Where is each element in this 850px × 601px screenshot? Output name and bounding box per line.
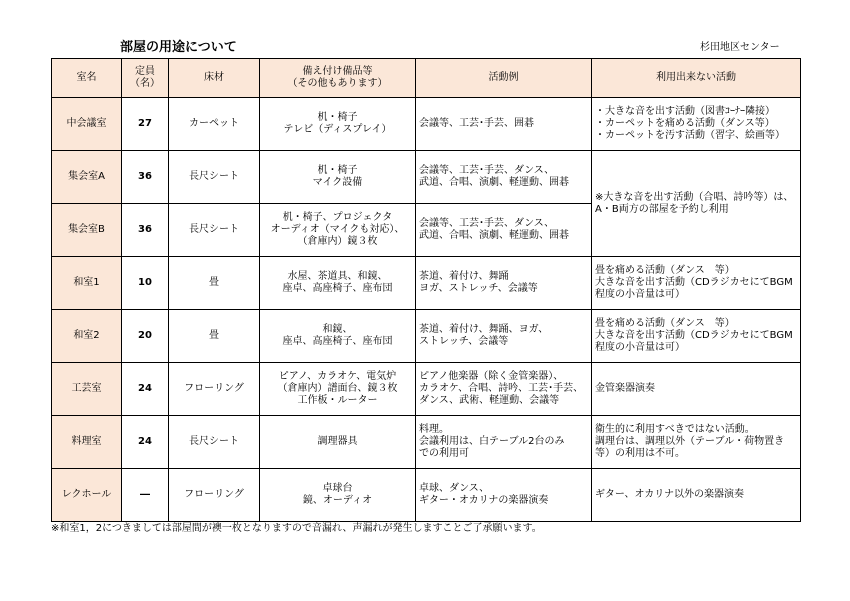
- room-name: レクホール: [52, 469, 122, 522]
- shared-not-allowed-ab: ※大きな音を出す活動（合唱、詩吟等）は、 A・B両方の部屋を予約し利用: [592, 151, 801, 257]
- page-title: 部屋の用途について: [120, 40, 237, 55]
- room-name: 和室1: [52, 257, 122, 310]
- room-floor: 長尺シート: [169, 151, 260, 204]
- room-not-allowed: 畳を痛める活動（ダンス 等） 大きな音を出す活動（CDラジカセにてBGM 程度の小音量は可）: [592, 310, 801, 363]
- room-activities: 料理。 会議利用は、白テーブル2台のみ での利用可: [416, 416, 592, 469]
- room-name: 集会室B: [52, 204, 122, 257]
- table-row: [52, 310, 801, 363]
- room-activities: ピアノ他楽器（除く金管楽器）、 カラオケ、合唱、詩吟、工芸･手芸、 ダンス、武術、軽運動、会議等: [416, 363, 592, 416]
- room-capacity: ―: [122, 469, 169, 522]
- room-equipment: 水屋、茶道具、和鏡、 座卓、高座椅子、座布団: [260, 257, 416, 310]
- room-capacity: 36: [122, 151, 169, 204]
- table-row: [52, 98, 801, 151]
- room-equipment: 机・椅子、プロジェクタ オーディオ（マイクも対応）、 （倉庫内）鏡３枚: [260, 204, 416, 257]
- table-row: [52, 416, 801, 469]
- room-floor: フローリング: [169, 363, 260, 416]
- room-not-allowed: ギター、オカリナ以外の楽器演奏: [592, 469, 801, 522]
- room-activities: 会議等、工芸･手芸、囲碁: [416, 98, 592, 151]
- header-room: 室名: [52, 59, 122, 98]
- room-equipment: 机・椅子 テレビ（ディスプレイ）: [260, 98, 416, 151]
- room-activities: 卓球、ダンス、 ギター・オカリナの楽器演奏: [416, 469, 592, 522]
- room-floor: 畳: [169, 310, 260, 363]
- room-equipment: 調理器具: [260, 416, 416, 469]
- organization-name: 杉田地区センター: [700, 42, 780, 53]
- room-floor: 畳: [169, 257, 260, 310]
- room-capacity: 20: [122, 310, 169, 363]
- room-capacity: 27: [122, 98, 169, 151]
- room-capacity: 10: [122, 257, 169, 310]
- room-floor: カーペット: [169, 98, 260, 151]
- table-row: [52, 363, 801, 416]
- room-equipment: 和鏡、 座卓、高座椅子、座布団: [260, 310, 416, 363]
- room-activities: 会議等、工芸･手芸、ダンス、 武道、合唱、演劇、軽運動、囲碁: [416, 151, 592, 204]
- table-row: [52, 257, 801, 310]
- room-capacity: 36: [122, 204, 169, 257]
- table-row: [52, 469, 801, 522]
- room-not-allowed: 畳を痛める活動（ダンス 等） 大きな音を出す活動（CDラジカセにてBGM 程度の小音量は可）: [592, 257, 801, 310]
- room-not-allowed: ・大きな音を出す活動（図書ｺｰﾅｰ隣接） ・カーペットを痛める活動（ダンス等） ・カーペットを汚す活動（習字、絵画等）: [592, 98, 801, 151]
- room-floor: 長尺シート: [169, 204, 260, 257]
- room-equipment: ピアノ、カラオケ、電気炉 （倉庫内）譜面台、鏡３枚 工作板・ルーター: [260, 363, 416, 416]
- header-row: [52, 59, 801, 98]
- header-activities: 活動例: [416, 59, 592, 98]
- room-activities: 会議等、工芸･手芸、ダンス、 武道、合唱、演劇、軽運動、囲碁: [416, 204, 592, 257]
- room-capacity: 24: [122, 363, 169, 416]
- room-usage-table: [51, 58, 801, 522]
- room-name: 和室2: [52, 310, 122, 363]
- table-row: [52, 151, 801, 204]
- footnote: ※和室1，2につきましては部屋間が襖一枚となりますので音漏れ、声漏れが発生しますことご了承願います。: [51, 523, 542, 534]
- room-name: 中会議室: [52, 98, 122, 151]
- header-equipment: 備え付け備品等 （その他もあります）: [260, 59, 416, 98]
- room-floor: フローリング: [169, 469, 260, 522]
- room-name: 工芸室: [52, 363, 122, 416]
- room-capacity: 24: [122, 416, 169, 469]
- room-floor: 長尺シート: [169, 416, 260, 469]
- room-equipment: 卓球台 鏡、オーディオ: [260, 469, 416, 522]
- room-not-allowed: 金管楽器演奏: [592, 363, 801, 416]
- room-name: 料理室: [52, 416, 122, 469]
- room-activities: 茶道、着付け、舞踊、ヨガ、 ストレッチ、会議等: [416, 310, 592, 363]
- room-name: 集会室A: [52, 151, 122, 204]
- header-floor: 床材: [169, 59, 260, 98]
- room-not-allowed: 衛生的に利用すべきではない活動。 調理台は、調理以外（テーブル・荷物置き 等）の利用は不可。: [592, 416, 801, 469]
- header-capacity: 定員 （名）: [122, 59, 169, 98]
- header-not-allowed: 利用出来ない活動: [592, 59, 801, 98]
- room-activities: 茶道、着付け、舞踊 ヨガ、ストレッチ、会議等: [416, 257, 592, 310]
- room-equipment: 机・椅子 マイク設備: [260, 151, 416, 204]
